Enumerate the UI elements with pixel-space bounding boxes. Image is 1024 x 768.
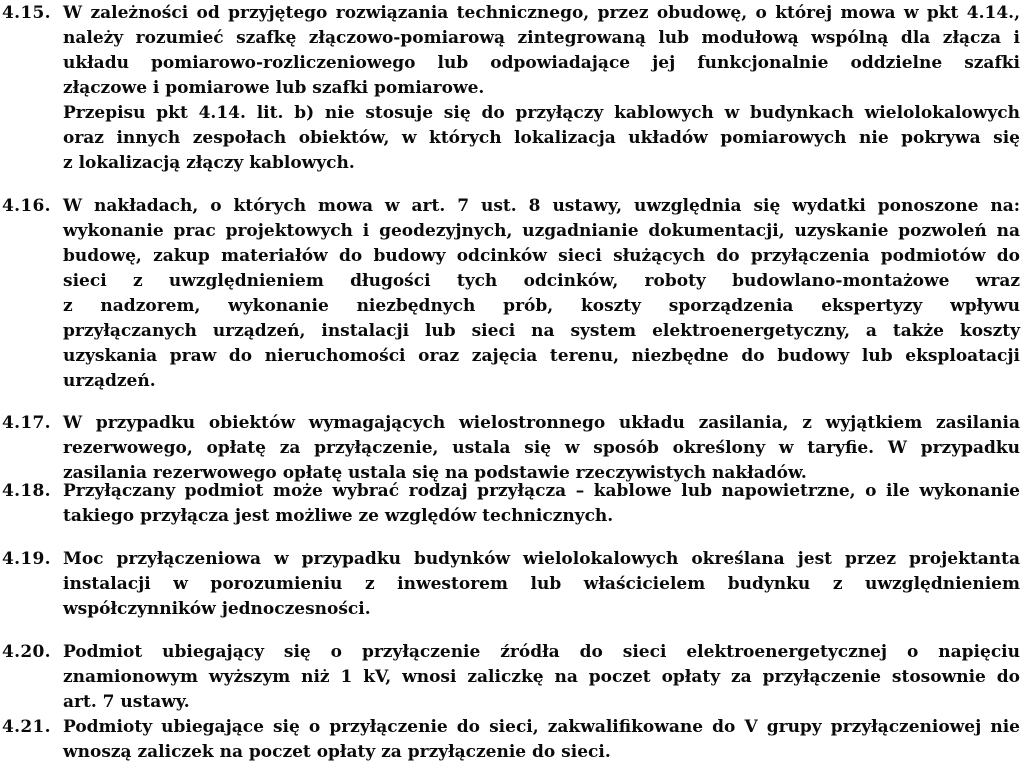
section-line: należy rozumieć szafkę złączowo-pomiarową zintegrowaną lub modułową wspólną dla złącza i xyxy=(63,28,1020,48)
section-number: 4.20. xyxy=(2,642,51,662)
section-line: Przyłączany podmiot może wybrać rodzaj przyłącza – kablowe lub napowietrzne, o ile wykonanie xyxy=(63,481,1020,501)
section-line: przyłączanych urządzeń, instalacji lub sieci na system elektroenergetyczny, a także koszty xyxy=(63,321,1020,341)
section-line: W przypadku obiektów wymagających wielostronnego układu zasilania, z wyjątkiem zasilania xyxy=(63,413,1020,433)
section-line: Przepisu pkt 4.14. lit. b) nie stosuje się do przyłączy kablowych w budynkach wielolokalowych xyxy=(63,103,1020,123)
section-number: 4.21. xyxy=(2,717,51,737)
section-line: Moc przyłączeniowa w przypadku budynków wielolokalowych określana jest przez projektanta xyxy=(63,549,1020,569)
section-line: współczynników jednoczesności. xyxy=(63,599,371,619)
section-line: oraz innych zespołach obiektów, w których lokalizacja układów pomiarowych nie pokrywa się xyxy=(63,128,1020,148)
section-line: urządzeń. xyxy=(63,371,156,391)
section-line: złączowe i pomiarowe lub szafki pomiarowe. xyxy=(63,78,485,98)
section-number: 4.18. xyxy=(2,481,51,501)
section-line: W nakładach, o których mowa w art. 7 ust. 8 ustawy, uwzględnia się wydatki ponoszone na: xyxy=(63,196,1020,216)
section-line: rezerwowego, opłatę za przyłączenie, ustala się w sposób określony w taryfie. W przypadku xyxy=(63,438,1020,458)
section-line: instalacji w porozumieniu z inwestorem lub właścicielem budynku z uwzględnieniem xyxy=(63,574,1020,594)
section-line: z lokalizacją złączy kablowych. xyxy=(63,153,355,173)
section-line: sieci z uwzględnieniem długości tych odcinków, roboty budowlano-montażowe wraz xyxy=(63,271,1020,291)
section-line: zasilania rezerwowego opłatę ustala się na podstawie rzeczywistych nakładów. xyxy=(63,463,807,483)
section-line: układu pomiarowo-rozliczeniowego lub odpowiadające jej funkcjonalnie oddzielne szafki xyxy=(63,53,1020,73)
section-line: Podmiot ubiegający się o przyłączenie źródła do sieci elektroenergetycznej o napięciu xyxy=(63,642,1020,662)
section-line: budowę, zakup materiałów do budowy odcinków sieci służących do przyłączenia podmiotów do xyxy=(63,246,1020,266)
section-line: znamionowym wyższym niż 1 kV, wnosi zaliczkę na poczet opłaty za przyłączenie stosownie do xyxy=(63,667,1020,687)
section-line: z nadzorem, wykonanie niezbędnych prób, koszty sporządzenia ekspertyzy wpływu xyxy=(63,296,1020,316)
section-line: uzyskania praw do nieruchomości oraz zajęcia terenu, niezbędne do budowy lub eksploatacji xyxy=(63,346,1020,366)
section-line: W zależności od przyjętego rozwiązania technicznego, przez obudowę, o której mowa w pkt 4.14., xyxy=(63,3,1020,23)
section-line: art. 7 ustawy. xyxy=(63,692,190,712)
section-number: 4.17. xyxy=(2,413,51,433)
section-line: wykonanie prac projektowych i geodezyjnych, uzgadnianie dokumentacji, uzyskanie pozwoleń na xyxy=(63,221,1020,241)
section-line: wnoszą zaliczek na poczet opłaty za przyłączenie do sieci. xyxy=(63,742,611,762)
section-line: takiego przyłącza jest możliwe ze względów technicznych. xyxy=(63,506,614,526)
section-number: 4.19. xyxy=(2,549,51,569)
section-line: Podmioty ubiegające się o przyłączenie do sieci, zakwalifikowane do V grupy przyłączeniowej nie xyxy=(63,717,1020,737)
section-number: 4.15. xyxy=(2,3,51,23)
section-number: 4.16. xyxy=(2,196,51,216)
